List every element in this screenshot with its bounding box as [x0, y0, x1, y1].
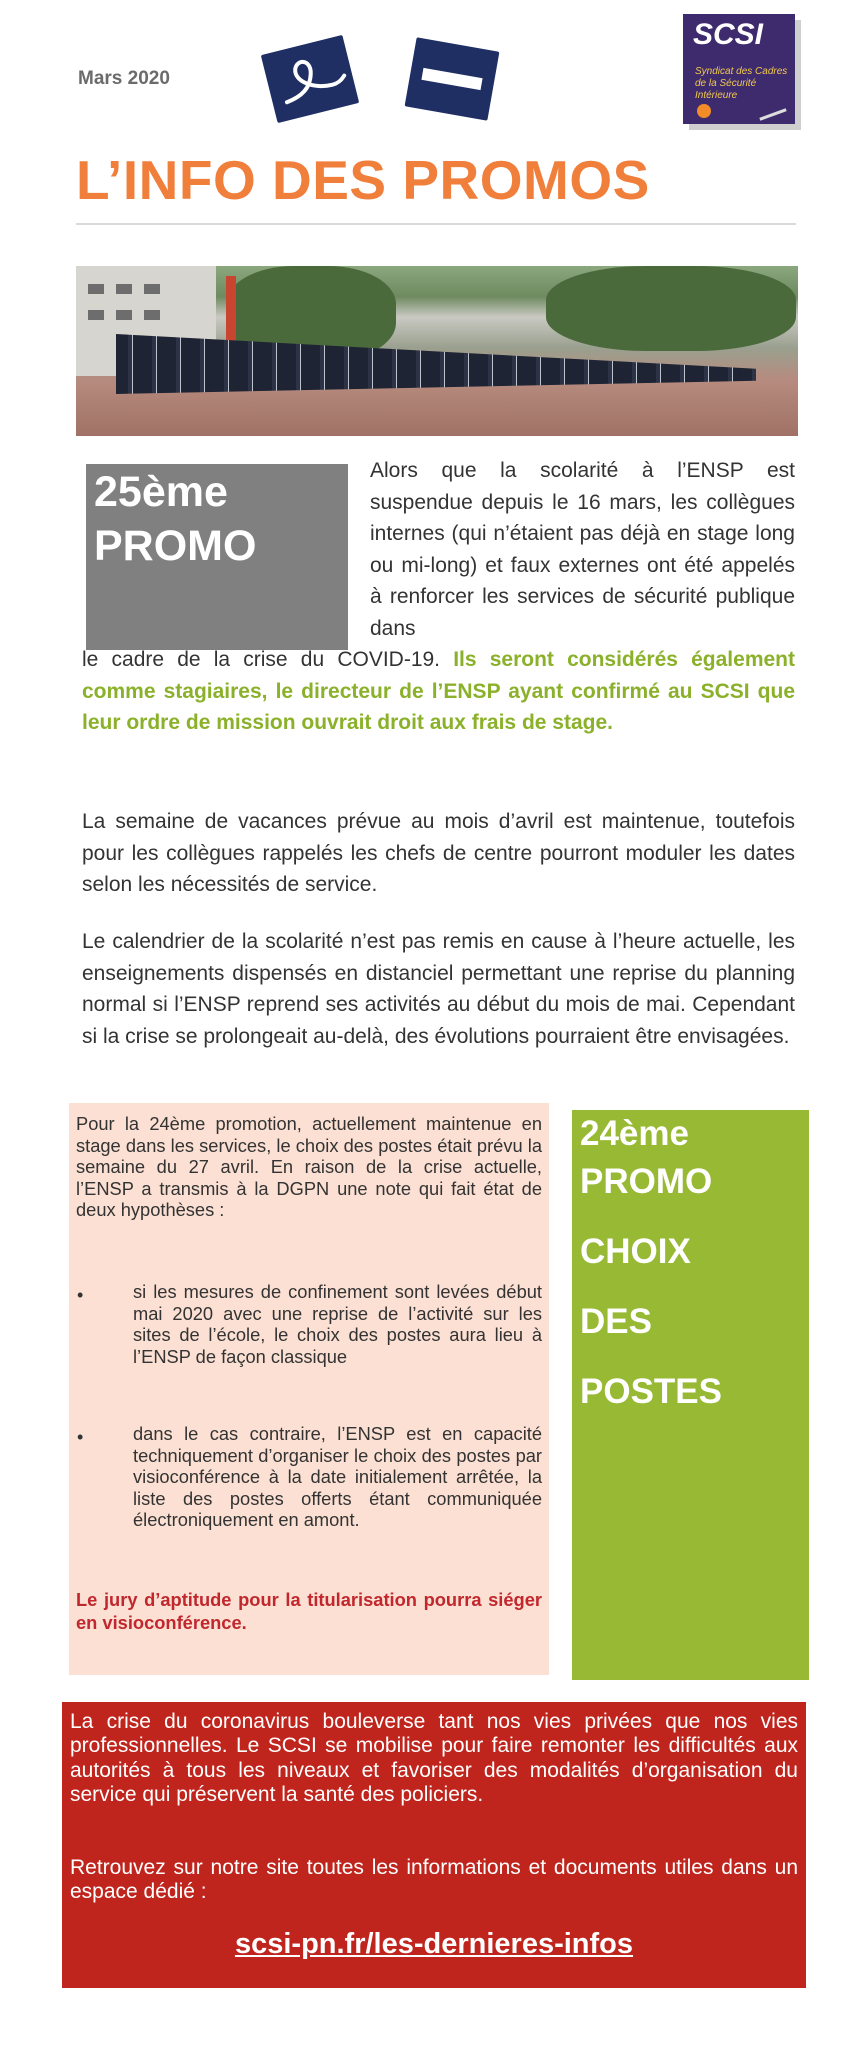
- promo-24-label: PROMO: [580, 1162, 713, 1201]
- website-paragraph: Retrouvez sur notre site toutes les informations et documents utiles dans un espace dédié :: [70, 1856, 798, 1904]
- intro-plain-text: le cadre de la crise du COVID-19.: [82, 648, 441, 671]
- photo-trees-right: [546, 266, 796, 351]
- promo-24-label: DES: [580, 1302, 652, 1341]
- promo-25-intro: Alors que la scolarité à l’ENSP est suspendue depuis le 16 mars, les collègues internes (qui n’étaient pas déjà en stage long ou mi-long) et faux externes ont été appelés à renforcer les services de sécurité publique dans: [370, 459, 795, 640]
- scsi-logo[interactable]: [683, 14, 795, 124]
- logo-dot-icon: [697, 104, 711, 118]
- promo-24-label: POSTES: [580, 1372, 722, 1411]
- hypothesis-item: dans le cas contraire, l’ENSP est en capacité techniquement d’organiser le choix des postes par visioconférence à la date initialement arrêtée, la liste des postes offerts étant communiquée électroniquement en amont.: [133, 1423, 542, 1530]
- promo-24-box: [572, 1110, 809, 1680]
- promo-25-intro-continued: [82, 644, 795, 739]
- title-divider: [76, 223, 796, 225]
- info-link[interactable]: scsi-pn.fr/les-dernieres-infos: [234, 1928, 634, 1960]
- promo-25-sublabel: PROMO: [94, 522, 257, 570]
- loop-emblem-icon: [261, 35, 359, 123]
- vacation-paragraph: La semaine de vacances prévue au mois d’avril est maintenue, toutefois pour les collègues rappelés les chefs de centre pourront moduler les dates selon les nécessités de service.: [82, 810, 795, 896]
- promo-25-box: [86, 464, 348, 650]
- bar-emblem-icon: [405, 37, 500, 121]
- crisis-paragraph: La crise du coronavirus bouleverse tant nos vies privées que nos vies professionnelles. Le SCSI se mobilise pour faire remonter les difficultés aux autorités à tous les niveaux et favoriser des modalités d’organisation du service qui préservent la santé des policiers.: [70, 1710, 798, 1806]
- crisis-info-box: [62, 1702, 806, 1988]
- logo-name: SCSI: [693, 18, 764, 51]
- promo-25-label: 25ème: [94, 468, 228, 516]
- hypothesis-item: si les mesures de confinement sont levées début mai 2020 avec une reprise de l’activité sur les sites de l’école, le choix des postes aura lieu à l’ENSP de façon classique: [133, 1281, 542, 1367]
- issue-date: Mars 2020: [78, 68, 170, 89]
- page-title: L’INFO DES PROMOS: [76, 149, 650, 211]
- promo-24-label: CHOIX: [580, 1232, 691, 1271]
- intro-highlight-text: Ils seront considérés également comme stagiaires, le directeur de l’ENSP ayant confirmé au SCSI que leur ordre de mission ouvrait droit aux frais de stage.: [82, 648, 795, 734]
- calendar-paragraph: Le calendrier de la scolarité n’est pas remis en cause à l’heure actuelle, les enseignements dispensés en distanciel permettant une reprise du planning normal si l’ENSP reprend ses activités au début du mois de mai. Cependant si la crise se prolongeait au-delà, des évolutions pourraient être envisagées.: [82, 930, 795, 1048]
- logo-tagline: Syndicat des Cadres de la Sécurité Intérieure: [695, 66, 788, 101]
- promo-24-intro: Pour la 24ème promotion, actuellement maintenue en stage dans les services, le choix des postes était prévu la semaine du 27 avril. En raison de la crise actuelle, l’ENSP a transmis à la DGPN une note qui fait état de deux hypothèses :: [76, 1113, 542, 1220]
- rank-badge-icon: [405, 37, 500, 121]
- bullet-icon: •: [77, 1285, 84, 1305]
- jury-notice: Le jury d’aptitude pour la titularisation pourra siéger en visioconférence.: [76, 1589, 542, 1633]
- promo-24-panel: [69, 1103, 549, 1675]
- photo-flag: [226, 276, 236, 346]
- promo-24-label: 24ème: [580, 1114, 689, 1153]
- logo-leaf-icon: [759, 108, 786, 120]
- ceremony-photo: [76, 266, 798, 436]
- promo-badge-icon: [261, 35, 359, 123]
- bullet-icon: •: [77, 1427, 84, 1447]
